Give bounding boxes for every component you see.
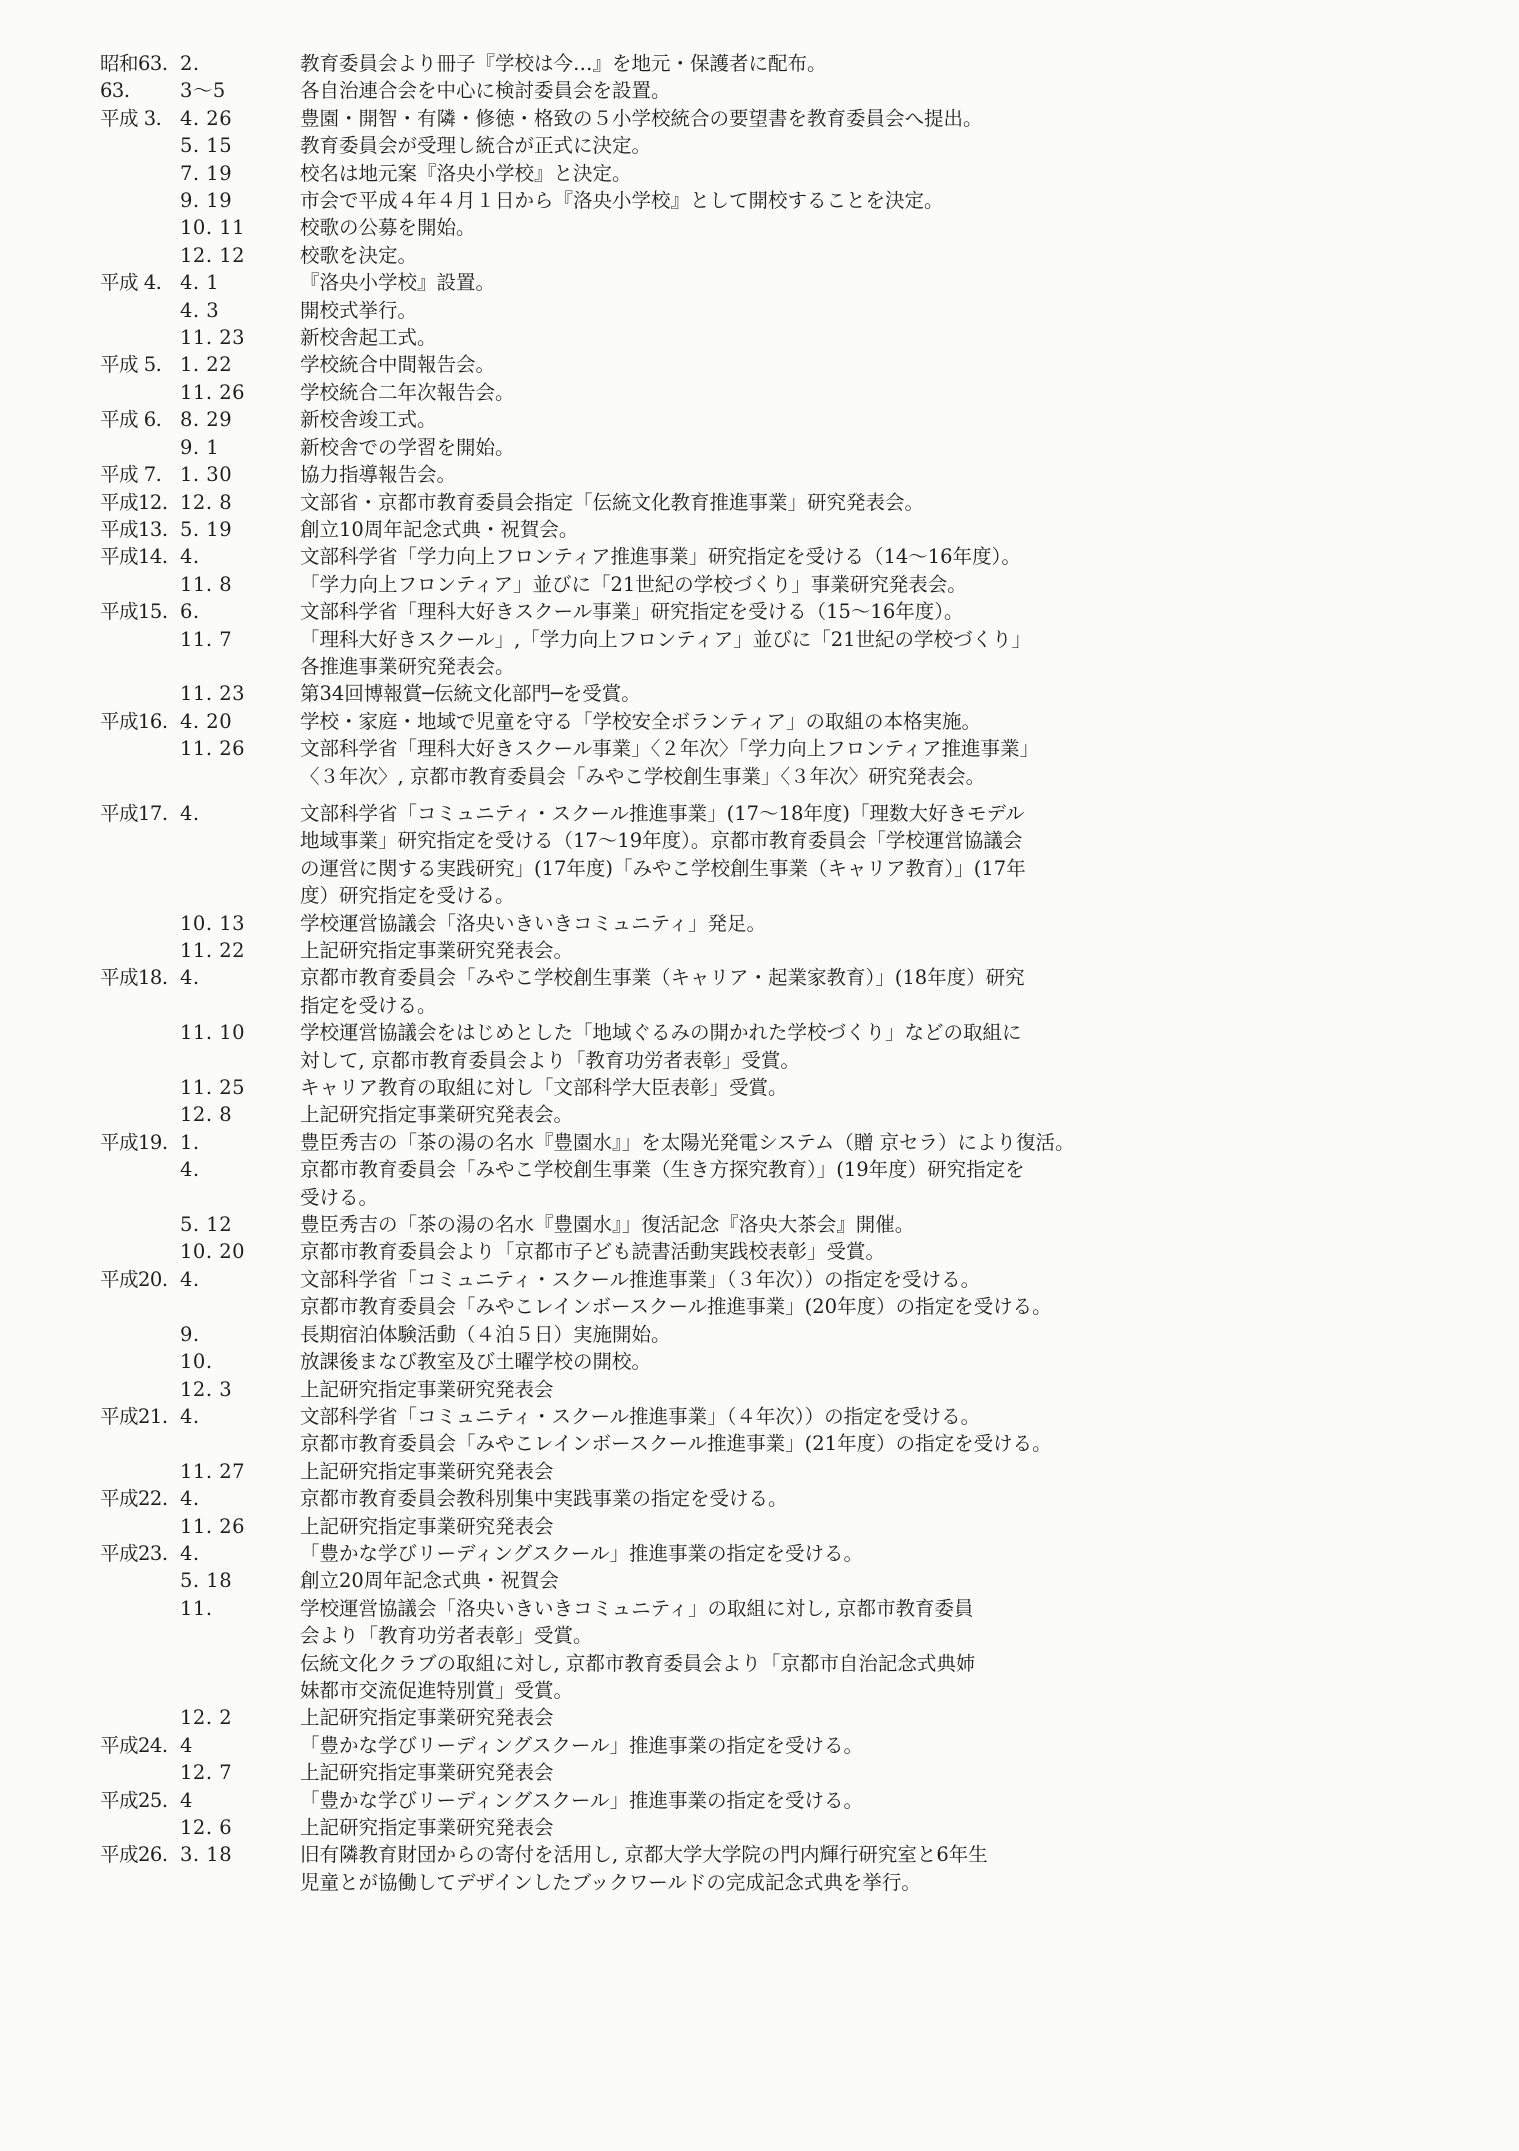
entry-month-day: 1. bbox=[180, 1130, 200, 1154]
entry-description bbox=[300, 1567, 1390, 1594]
entry-era-year: 平成17. bbox=[100, 801, 168, 825]
timeline-entry bbox=[100, 406, 1500, 433]
entry-month-day: 4. 3 bbox=[180, 298, 220, 322]
entry-era-year: 昭和63. bbox=[100, 52, 168, 75]
school-history-timeline bbox=[100, 50, 1500, 1896]
entry-era-year: 平成15. bbox=[100, 600, 168, 624]
entry-description bbox=[300, 708, 1390, 735]
timeline-entry bbox=[100, 626, 1500, 681]
entry-description bbox=[300, 800, 1390, 910]
entry-description bbox=[300, 489, 1390, 516]
entry-era-year: 平成12. bbox=[100, 490, 168, 514]
entry-description bbox=[300, 680, 1390, 707]
timeline-entry bbox=[100, 77, 1500, 104]
entry-era-year: 平成23. bbox=[100, 1541, 168, 1565]
entry-description bbox=[300, 1513, 1390, 1540]
entry-month-day: 9. bbox=[180, 1322, 200, 1346]
entry-description-line: 「豊かな学びリーディングスクール」推進事業の指定を受ける。 bbox=[300, 1541, 863, 1565]
timeline-entry bbox=[100, 1540, 1500, 1567]
entry-description-line: 学校運営協議会「洛央いきいきコミュニティ」の取組に対し, 京都市教育委員 bbox=[300, 1596, 974, 1620]
entry-description-line: 伝統文化クラブの取組に対し, 京都市教育委員会より「京都市自治記念式典姉 bbox=[300, 1651, 976, 1675]
entry-month-day: 4. bbox=[180, 801, 200, 825]
entry-description bbox=[300, 1814, 1390, 1841]
timeline-entry bbox=[100, 1211, 1500, 1238]
entry-description-line: 校歌を決定。 bbox=[300, 243, 418, 267]
entry-description-line: 上記研究指定事業研究発表会 bbox=[300, 1816, 554, 1839]
entry-description-line: 会より「教育功労者表彰」受賞。 bbox=[300, 1624, 593, 1648]
entry-month-day: 11. 22 bbox=[180, 939, 246, 962]
entry-month-day: 12. 12 bbox=[180, 243, 246, 267]
entry-description-line: 「理科大好きスクール」,「学力向上フロンティア」並びに「21世紀の学校づくり」 bbox=[300, 627, 1032, 651]
entry-description-line: キャリア教育の取組に対し「文部科学大臣表彰」受賞。 bbox=[300, 1076, 788, 1100]
entry-description bbox=[300, 910, 1390, 937]
entry-description bbox=[300, 379, 1390, 406]
entry-month-day: 11. 26 bbox=[180, 737, 246, 761]
entry-description-line: 文部科学省「コミュニティ・スクール推進事業」（３年次））の指定を受ける。 bbox=[300, 1267, 981, 1291]
entry-era-year: 平成25. bbox=[100, 1788, 168, 1812]
entry-month-day: 4. bbox=[180, 1487, 200, 1511]
entry-description-line: 児童とが協働してデザインしたブックワールドの完成記念式典を挙行。 bbox=[300, 1870, 921, 1894]
entry-month-day: 12. 8 bbox=[180, 490, 233, 514]
timeline-entry bbox=[100, 937, 1500, 964]
timeline-entry bbox=[100, 1567, 1500, 1594]
entry-month-day: 11. 25 bbox=[180, 1076, 246, 1100]
timeline-entry bbox=[100, 132, 1500, 159]
timeline-entry bbox=[100, 489, 1500, 516]
entry-description bbox=[300, 105, 1390, 132]
entry-month-day: 11. bbox=[180, 1596, 213, 1620]
entry-description-line: 学校運営協議会「洛央いきいきコミュニティ」発足。 bbox=[300, 911, 767, 935]
entry-description-line: 文部科学省「理科大好きスクール事業」〈２年次〉「学力向上フロンティア推進事業」 bbox=[300, 737, 1040, 761]
entry-description bbox=[300, 1156, 1390, 1211]
entry-description-line: 上記研究指定事業研究発表会 bbox=[300, 1459, 554, 1483]
entry-month-day: 10. 20 bbox=[180, 1240, 246, 1264]
timeline-entry bbox=[100, 1814, 1500, 1841]
entry-month-day: 11. 26 bbox=[180, 1514, 246, 1538]
timeline-entry bbox=[100, 50, 1500, 77]
entry-month-day: 4. 26 bbox=[180, 106, 233, 130]
entry-description bbox=[300, 1266, 1390, 1321]
entry-description bbox=[300, 1458, 1390, 1485]
timeline-entry bbox=[100, 461, 1500, 488]
entry-description bbox=[300, 1101, 1390, 1128]
entry-description bbox=[300, 50, 1390, 77]
entry-description-line: 各自治連合会を中心に検討委員会を設置。 bbox=[300, 79, 671, 103]
entry-description bbox=[300, 1074, 1390, 1101]
entry-description-line: 協力指導報告会。 bbox=[300, 463, 457, 487]
entry-month-day: 12. 7 bbox=[180, 1761, 233, 1785]
entry-description bbox=[300, 1376, 1390, 1403]
entry-description bbox=[300, 1211, 1390, 1238]
entry-description bbox=[300, 1238, 1390, 1265]
entry-description-line: 豊臣秀吉の「茶の湯の名水『豊園水』」を太陽光発電システム（贈 京セラ）により復活。 bbox=[300, 1130, 1075, 1154]
entry-month-day: 3. 18 bbox=[180, 1843, 233, 1867]
entry-description bbox=[300, 1841, 1390, 1896]
entry-description bbox=[300, 1348, 1390, 1375]
entry-era-year: 平成 3. bbox=[100, 106, 162, 130]
entry-month-day: 4 bbox=[180, 1788, 193, 1812]
timeline-entry bbox=[100, 1485, 1500, 1512]
entry-description-line: 『洛央小学校』設置。 bbox=[300, 271, 496, 295]
entry-description-line: 度）研究指定を受ける。 bbox=[300, 884, 515, 908]
entry-description-line: 文部科学省「理科大好きスクール事業」研究指定を受ける（15～16年度）。 bbox=[300, 600, 964, 624]
entry-month-day: 1. 30 bbox=[180, 463, 233, 487]
timeline-entry bbox=[100, 1513, 1500, 1540]
entry-month-day: 11. 10 bbox=[180, 1021, 246, 1045]
entry-description-line: 「豊かな学びリーディングスクール」推進事業の指定を受ける。 bbox=[300, 1733, 863, 1757]
entry-month-day: 4. bbox=[180, 1158, 200, 1182]
entry-description-line: 文部科学省「学力向上フロンティア推進事業」研究指定を受ける（14～16年度）。 bbox=[300, 545, 1021, 569]
entry-description-line: 京都市教育委員会「みやこ学校創生事業（生き方探究教育）」(19年度）研究指定を bbox=[300, 1158, 1025, 1182]
entry-description bbox=[300, 77, 1390, 104]
entry-era-year: 平成18. bbox=[100, 966, 168, 990]
entry-description-line: 各推進事業研究発表会。 bbox=[300, 654, 515, 678]
entry-description bbox=[300, 598, 1390, 625]
timeline-entry bbox=[100, 598, 1500, 625]
entry-month-day: 11. 27 bbox=[180, 1459, 246, 1483]
timeline-entry bbox=[100, 1732, 1500, 1759]
entry-month-day: 11. 23 bbox=[180, 682, 246, 706]
entry-era-year: 平成 6. bbox=[100, 408, 162, 432]
entry-description bbox=[300, 543, 1390, 570]
entry-description-line: 京都市教育委員会「みやこレインボースクール推進事業」(20年度）の指定を受ける。 bbox=[300, 1295, 1052, 1319]
entry-era-year: 平成 7. bbox=[100, 463, 162, 487]
entry-era-year: 平成13. bbox=[100, 517, 168, 541]
entry-description bbox=[300, 242, 1390, 269]
entry-month-day: 4. 20 bbox=[180, 709, 233, 733]
entry-description-line: 学校統合二年次報告会。 bbox=[300, 380, 515, 404]
entry-month-day: 10. bbox=[180, 1350, 213, 1374]
entry-month-day: 3～5 bbox=[180, 79, 226, 103]
entry-description-line: 学校運営協議会をはじめとした「地域ぐるみの開かれた学校づくり」などの取組に bbox=[300, 1021, 1022, 1045]
entry-month-day: 4 bbox=[180, 1733, 193, 1757]
timeline-entry bbox=[100, 1704, 1500, 1731]
entry-description bbox=[300, 160, 1390, 187]
entry-month-day: 12. 6 bbox=[180, 1816, 233, 1839]
entry-month-day: 10. 13 bbox=[180, 911, 246, 935]
entry-description bbox=[300, 406, 1390, 433]
entry-description-line: 開校式挙行。 bbox=[300, 298, 418, 322]
entry-description bbox=[300, 434, 1390, 461]
timeline-entry bbox=[100, 735, 1500, 790]
entry-description bbox=[300, 132, 1390, 159]
entry-era-year: 平成19. bbox=[100, 1130, 168, 1154]
entry-month-day: 2. bbox=[180, 52, 200, 75]
timeline-entry bbox=[100, 187, 1500, 214]
entry-description bbox=[300, 1595, 1390, 1705]
entry-era-year: 平成 4. bbox=[100, 271, 162, 295]
entry-description-line: 上記研究指定事業研究発表会 bbox=[300, 1761, 554, 1785]
entry-description bbox=[300, 1019, 1390, 1074]
entry-month-day: 6. bbox=[180, 600, 200, 624]
timeline-entry bbox=[100, 1074, 1500, 1101]
entry-description bbox=[300, 1321, 1390, 1348]
entry-description-line: 豊臣秀吉の「茶の湯の名水『豊園水』」復活記念『洛央大茶会』開催。 bbox=[300, 1213, 915, 1237]
entry-month-day: 12. 2 bbox=[180, 1706, 233, 1730]
entry-month-day: 4. bbox=[180, 1267, 200, 1291]
timeline-entry bbox=[100, 1376, 1500, 1403]
entry-description bbox=[300, 187, 1390, 214]
entry-description-line: 豊園・開智・有隣・修徳・格致の５小学校統合の要望書を教育委員会へ提出。 bbox=[300, 106, 983, 130]
entry-description-line: 第34回博報賞─伝統文化部門─を受賞。 bbox=[300, 682, 641, 706]
entry-spacer bbox=[100, 790, 1500, 800]
timeline-entry bbox=[100, 269, 1500, 296]
entry-month-day: 5. 19 bbox=[180, 517, 233, 541]
timeline-entry bbox=[100, 1266, 1500, 1321]
entry-description-line: 創立20周年記念式典・祝賀会 bbox=[300, 1569, 559, 1593]
entry-month-day: 4. bbox=[180, 1541, 200, 1565]
entry-description-line: 〈３年次〉, 京都市教育委員会「みやこ学校創生事業」〈３年次〉研究発表会。 bbox=[300, 764, 986, 788]
timeline-entry bbox=[100, 708, 1500, 735]
entry-month-day: 7. 19 bbox=[180, 161, 233, 185]
timeline-entry bbox=[100, 324, 1500, 351]
timeline-entry bbox=[100, 1595, 1500, 1705]
entry-month-day: 5. 15 bbox=[180, 134, 233, 158]
timeline-entry bbox=[100, 1156, 1500, 1211]
entry-description-line: 校歌の公募を開始。 bbox=[300, 216, 476, 240]
entry-month-day: 8. 29 bbox=[180, 408, 233, 432]
entry-description bbox=[300, 1759, 1390, 1786]
entry-era-year: 平成26. bbox=[100, 1843, 168, 1867]
timeline-entry bbox=[100, 1458, 1500, 1485]
entry-month-day: 1. 22 bbox=[180, 353, 233, 377]
timeline-entry bbox=[100, 964, 1500, 1019]
timeline-entry bbox=[100, 910, 1500, 937]
entry-description bbox=[300, 1540, 1390, 1567]
entry-month-day: 11. 8 bbox=[180, 572, 233, 596]
entry-description bbox=[300, 937, 1390, 964]
entry-description-line: 妹都市交流促進特別賞」受賞。 bbox=[300, 1678, 574, 1702]
timeline-entry bbox=[100, 1759, 1500, 1786]
entry-month-day: 4. bbox=[180, 1404, 200, 1428]
entry-era-year: 平成21. bbox=[100, 1404, 168, 1428]
timeline-entry bbox=[100, 1238, 1500, 1265]
entry-description bbox=[300, 516, 1390, 543]
entry-month-day: 9. 19 bbox=[180, 189, 233, 213]
entry-era-year: 平成20. bbox=[100, 1267, 168, 1291]
entry-description bbox=[300, 297, 1390, 324]
timeline-entry bbox=[100, 1129, 1500, 1156]
entry-month-day: 11. 26 bbox=[180, 380, 246, 404]
entry-description bbox=[300, 626, 1390, 681]
entry-month-day: 5. 12 bbox=[180, 1213, 233, 1237]
entry-month-day: 11. 23 bbox=[180, 326, 246, 350]
entry-description-line: 地域事業」研究指定を受ける（17～19年度）。京都市教育委員会「学校運営協議会 bbox=[300, 829, 1023, 853]
entry-month-day: 4. bbox=[180, 545, 200, 569]
entry-description bbox=[300, 351, 1390, 378]
entry-description-line: の運営に関する実践研究」(17年度)「みやこ学校創生事業（キャリア教育）」(17年 bbox=[300, 856, 1026, 880]
entry-description bbox=[300, 1732, 1390, 1759]
entry-description bbox=[300, 571, 1390, 598]
entry-description bbox=[300, 1403, 1390, 1458]
entry-month-day: 5. 18 bbox=[180, 1569, 233, 1593]
entry-description bbox=[300, 964, 1390, 1019]
entry-description-line: 京都市教育委員会「みやこ学校創生事業（キャリア・起業家教育）」(18年度）研究 bbox=[300, 966, 1025, 990]
timeline-entry bbox=[100, 297, 1500, 324]
entry-description-line: 上記研究指定事業研究発表会。 bbox=[300, 1103, 574, 1127]
timeline-entry bbox=[100, 1787, 1500, 1814]
timeline-entry bbox=[100, 351, 1500, 378]
entry-description-line: 「豊かな学びリーディングスクール」推進事業の指定を受ける。 bbox=[300, 1788, 863, 1812]
timeline-entry bbox=[100, 214, 1500, 241]
entry-month-day: 12. 3 bbox=[180, 1377, 233, 1401]
entry-description-line: 文部科学省「コミュニティ・スクール推進事業」（４年次））の指定を受ける。 bbox=[300, 1404, 981, 1428]
entry-month-day: 4. 1 bbox=[180, 271, 220, 295]
entry-description-line: 上記研究指定事業研究発表会 bbox=[300, 1706, 554, 1730]
entry-description-line: 指定を受ける。 bbox=[300, 993, 437, 1017]
entry-description-line: 京都市教育委員会教科別集中実践事業の指定を受ける。 bbox=[300, 1487, 788, 1511]
entry-month-day: 11. 7 bbox=[180, 627, 233, 651]
entry-description bbox=[300, 1129, 1390, 1156]
entry-description-line: 長期宿泊体験活動（４泊５日）実施開始。 bbox=[300, 1322, 671, 1346]
timeline-entry bbox=[100, 1019, 1500, 1074]
entry-era-year: 63. bbox=[100, 79, 130, 103]
timeline-entry bbox=[100, 516, 1500, 543]
entry-description bbox=[300, 1704, 1390, 1731]
entry-description-line: 新校舎での学習を開始。 bbox=[300, 435, 515, 459]
timeline-entry bbox=[100, 680, 1500, 707]
timeline-entry bbox=[100, 543, 1500, 570]
entry-description-line: 上記研究指定事業研究発表会。 bbox=[300, 939, 574, 962]
entry-month-day: 4. bbox=[180, 966, 200, 990]
entry-description-line: 受ける。 bbox=[300, 1185, 379, 1209]
entry-description-line: 「学力向上フロンティア」並びに「21世紀の学校づくり」事業研究発表会。 bbox=[300, 572, 967, 596]
entry-description-line: 教育委員会より冊子『学校は今…』を地元・保護者に配布。 bbox=[300, 52, 827, 75]
entry-description bbox=[300, 214, 1390, 241]
entry-description bbox=[300, 735, 1390, 790]
entry-description-line: 文部省・京都市教育委員会指定「伝統文化教育推進事業」研究発表会。 bbox=[300, 490, 925, 514]
entry-description-line: 新校舎竣工式。 bbox=[300, 408, 437, 432]
timeline-entry bbox=[100, 1101, 1500, 1128]
timeline-entry bbox=[100, 800, 1500, 910]
entry-month-day: 10. 11 bbox=[180, 216, 246, 240]
entry-description-line: 市会で平成４年４月１日から『洛央小学校』として開校することを決定。 bbox=[300, 189, 944, 213]
entry-description-line: 文部科学省「コミュニティ・スクール推進事業」(17～18年度)「理数大好きモデル bbox=[300, 801, 1025, 825]
timeline-entry bbox=[100, 571, 1500, 598]
timeline-entry bbox=[100, 1348, 1500, 1375]
entry-month-day: 12. 8 bbox=[180, 1103, 233, 1127]
entry-description-line: 教育委員会が受理し統合が正式に決定。 bbox=[300, 134, 652, 158]
entry-era-year: 平成24. bbox=[100, 1733, 168, 1757]
timeline-entry bbox=[100, 1403, 1500, 1458]
entry-description-line: 対して, 京都市教育委員会より「教育功労者表彰」受賞。 bbox=[300, 1048, 800, 1072]
entry-description-line: 学校統合中間報告会。 bbox=[300, 353, 496, 377]
entry-description bbox=[300, 1787, 1390, 1814]
entry-description bbox=[300, 269, 1390, 296]
entry-era-year: 平成 5. bbox=[100, 353, 162, 377]
entry-era-year: 平成22. bbox=[100, 1487, 168, 1511]
entry-description bbox=[300, 461, 1390, 488]
entry-description-line: 上記研究指定事業研究発表会 bbox=[300, 1377, 554, 1401]
entry-description-line: 旧有隣教育財団からの寄付を活用し, 京都大学大学院の門内輝行研究室と6年生 bbox=[300, 1843, 988, 1867]
timeline-entry bbox=[100, 1321, 1500, 1348]
entry-description bbox=[300, 324, 1390, 351]
entry-description bbox=[300, 1485, 1390, 1512]
entry-month-day: 9. 1 bbox=[180, 435, 220, 459]
timeline-entry bbox=[100, 160, 1500, 187]
entry-description-line: 京都市教育委員会より「京都市子ども読書活動実践校表彰」受賞。 bbox=[300, 1240, 886, 1264]
entry-era-year: 平成14. bbox=[100, 545, 168, 569]
entry-era-year: 平成16. bbox=[100, 709, 168, 733]
entry-description-line: 創立10周年記念式典・祝賀会。 bbox=[300, 517, 579, 541]
entry-description-line: 放課後まなび教室及び土曜学校の開校。 bbox=[300, 1350, 652, 1374]
timeline-entry bbox=[100, 1841, 1500, 1896]
entry-description-line: 京都市教育委員会「みやこレインボースクール推進事業」(21年度）の指定を受ける。 bbox=[300, 1432, 1052, 1456]
timeline-entry bbox=[100, 379, 1500, 406]
entry-description-line: 新校舎起工式。 bbox=[300, 326, 437, 350]
entry-description-line: 学校・家庭・地域で児童を守る「学校安全ボランティア」の取組の本格実施。 bbox=[300, 709, 981, 733]
entry-description-line: 上記研究指定事業研究発表会 bbox=[300, 1514, 554, 1538]
timeline-entry bbox=[100, 434, 1500, 461]
timeline-entry bbox=[100, 242, 1500, 269]
entry-description-line: 校名は地元案『洛央小学校』と決定。 bbox=[300, 161, 632, 185]
timeline-entry bbox=[100, 105, 1500, 132]
